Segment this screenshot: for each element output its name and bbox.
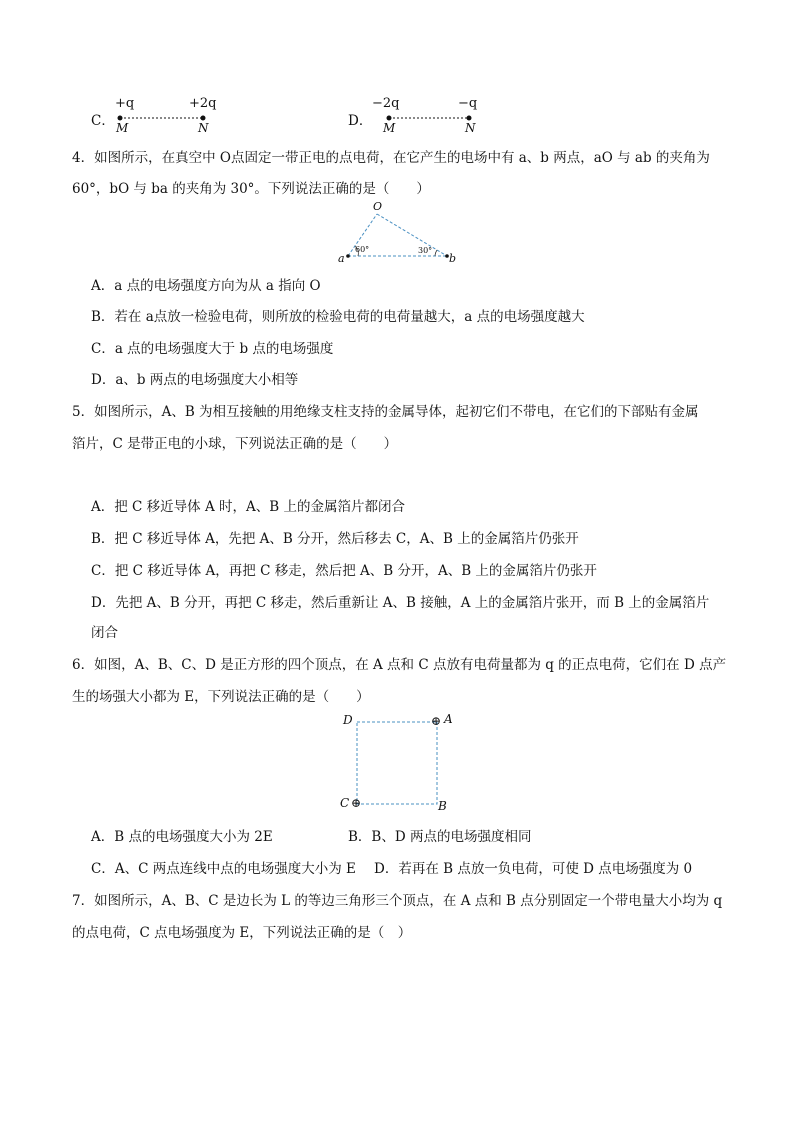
- q3d-line-diagram: [384, 112, 476, 124]
- q5-stem-line2: 箔片，C 是带正电的小球，下列说法正确的是（ ）: [72, 436, 398, 452]
- q3c-charge-right: +2q: [189, 96, 217, 111]
- q6-charge-a-icon: ⊕: [431, 714, 442, 728]
- q6-option-d: D．若再在 B 点放一负电荷，可使 D 点电场强度为 0: [374, 861, 693, 877]
- q3c-point-m-label: M: [116, 121, 129, 135]
- q6-square-figure: [335, 710, 465, 816]
- q5-option-d-continuation: 闭合: [91, 625, 118, 641]
- q4-angle-a-label: 60°: [355, 245, 370, 254]
- q6-point-d-label: D: [343, 713, 353, 727]
- q3c-point-n-label: N: [198, 121, 209, 135]
- q4-angle-b-label: 30°: [418, 246, 433, 255]
- q5-option-b: B．把 C 移近导体 A，先把 A、B 分开，然后移去 C，A、B 上的金属箔片仍张开: [91, 531, 579, 547]
- q6-point-c-label: C: [340, 796, 350, 810]
- q3d-charge-right: −q: [458, 96, 478, 111]
- q4-point-a-dot: [346, 254, 350, 258]
- q3d-point-n-label: N: [465, 121, 476, 135]
- q4-triangle-svg: [335, 200, 465, 266]
- q6-stem-line1: 6．如图，A、B、C、D 是正方形的四个顶点，在 A 点和 C 点放有电荷量都为 q 的正点电荷，它们在 D 点产: [72, 657, 727, 673]
- q6-option-c: C．A、C 两点连线中点的电场强度大小为 E: [91, 861, 356, 877]
- q5-option-c: C．把 C 移近导体 A，再把 C 移走，然后把 A、B 分开，A、B 上的金属箔片仍张开: [91, 563, 597, 579]
- q3-option-d-label: D．: [348, 113, 373, 129]
- q4-stem-line2: 60°，bO 与 ba 的夹角为 30°。下列说法正确的是（ ）: [72, 181, 430, 197]
- q3d-point-n-dot: [467, 116, 472, 121]
- q4-point-a-label: a: [338, 252, 345, 265]
- q4-option-d: D．a、b 两点的电场强度大小相等: [91, 372, 299, 388]
- q3c-line-diagram: [115, 112, 211, 124]
- q6-option-b: B．B、D 两点的电场强度相同: [348, 829, 532, 845]
- q6-square-outline: [357, 722, 437, 804]
- q3c-point-n-dot: [201, 116, 206, 121]
- q4-line-ob: [377, 214, 447, 256]
- q4-point-b-label: b: [449, 252, 457, 265]
- q4-stem-line1: 4．如图所示，在真空中 O点固定一带正电的点电荷，在它产生的电场中有 a、b 两点，aO 与 ab 的夹角为: [72, 150, 710, 166]
- q6-charge-c-icon: ⊕: [351, 796, 362, 810]
- q3-option-c-label: C．: [91, 113, 115, 129]
- q4-option-a: A．a 点的电场强度方向为从 a 指向 O: [91, 278, 321, 294]
- q5-option-d: D．先把 A、B 分开，再把 C 移走，然后重新让 A、B 接触，A 上的金属箔片张开，而 B 上的金属箔片: [91, 595, 710, 611]
- q6-point-a-label: A: [444, 712, 453, 726]
- q4-angle-arc-b: [435, 250, 437, 256]
- q5-option-a: A．把 C 移近导体 A 时，A、B 上的金属箔片都闭合: [91, 499, 405, 515]
- q6-stem-line2: 生的场强大小都为 E，下列说法正确的是（ ）: [72, 689, 370, 705]
- q4-point-o-label: O: [373, 200, 383, 213]
- q4-option-c: C．a 点的电场强度大于 b 点的电场强度: [91, 341, 334, 357]
- q7-stem-line1: 7．如图所示，A、B、C 是边长为 L 的等边三角形三个顶点，在 A 点和 B 点分别固定一个带电量大小均为 q: [72, 893, 723, 909]
- q7-stem-line2: 的点电荷，C 点电场强度为 E，下列说法正确的是（ ）: [72, 925, 412, 941]
- q3d-charge-left: −2q: [372, 96, 400, 111]
- q3d-point-m-label: M: [383, 121, 396, 135]
- q6-point-b-label: B: [438, 799, 447, 813]
- q4-triangle-figure: [335, 200, 465, 266]
- q4-option-b: B．若在 a点放一检验电荷，则所放的检验电荷的电荷量越大，a 点的电场强度越大: [91, 309, 585, 325]
- q6-option-a: A．B 点的电场强度大小为 2E: [91, 829, 273, 845]
- q5-stem-line1: 5．如图所示，A、B 为相互接触的用绝缘支柱支持的金属导体，起初它们不带电，在它们的下部贴有金属: [72, 404, 699, 420]
- q3c-charge-left: +q: [115, 96, 135, 111]
